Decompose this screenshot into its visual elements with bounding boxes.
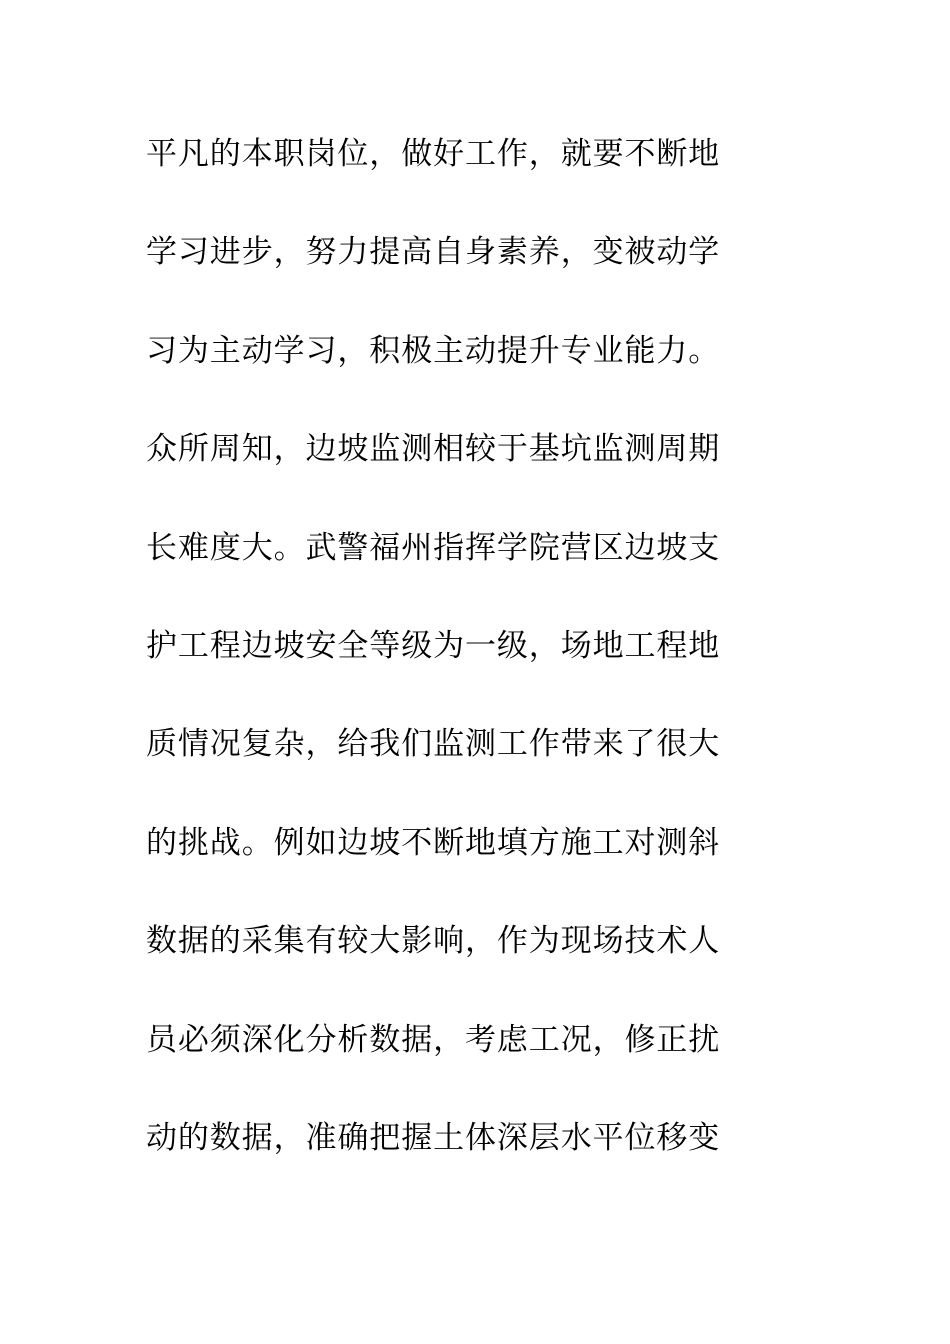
text-line: 员必须深化分析数据，考虑工况，修正扰 — [146, 1021, 721, 1058]
text-line: 平凡的本职岗位，做好工作，就要不断地 — [146, 136, 721, 172]
text-line: 众所周知，边坡监测相较于基坑监测周期 — [146, 431, 721, 468]
text-line: 长难度大。武警福州指挥学院营区边坡支 — [146, 529, 721, 566]
text-line: 习为主动学习，积极主动提升专业能力。 — [146, 332, 721, 369]
body-paragraph — [146, 126, 806, 1208]
text-line: 护工程边坡安全等级为一级，场地工程地 — [146, 627, 721, 664]
text-line: 的挑战。例如边坡不断地填方施工对测斜 — [146, 824, 721, 861]
text-line: 动的数据，准确把握土体深层水平位移变 — [146, 1119, 721, 1156]
text-line: 学习进步，努力提高自身素养，变被动学 — [146, 234, 721, 271]
text-line: 数据的采集有较大影响，作为现场技术人 — [146, 923, 721, 960]
text-line: 质情况复杂，给我们监测工作带来了很大 — [146, 726, 721, 763]
